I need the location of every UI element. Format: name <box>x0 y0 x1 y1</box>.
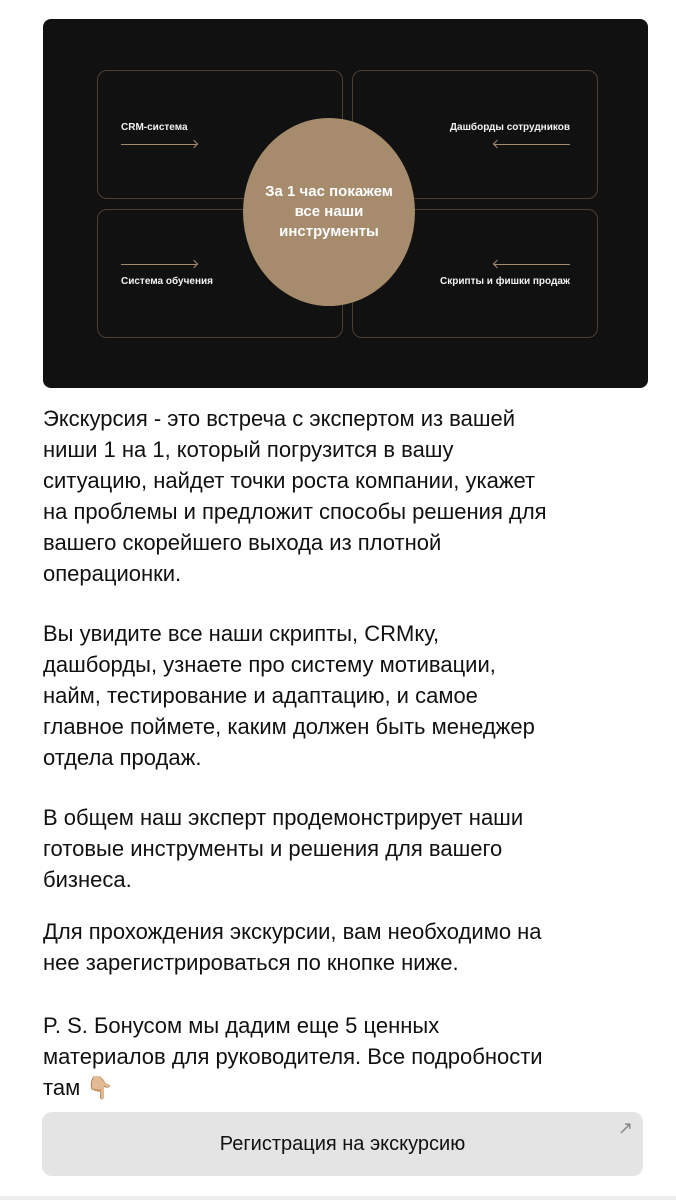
text-line: на проблемы и предложит способы решения для <box>43 499 547 524</box>
text-line: материалов для руководителя. Все подробности <box>43 1044 543 1069</box>
paragraph-1 <box>43 403 663 589</box>
text-line: ситуацию, найдет точки роста компании, укажет <box>43 468 536 493</box>
text-line: операционки. <box>43 561 182 586</box>
text-line: бизнеса. <box>43 867 132 892</box>
text-line: там 👇🏼 <box>43 1075 114 1100</box>
text-line: главное поймете, каким должен быть менеджер <box>43 714 535 739</box>
banner-label-crm: CRM-система <box>121 122 188 133</box>
text-line: Для прохождения экскурсии, вам необходимо на <box>43 919 542 944</box>
banner-center-text: За 1 час покажем все наши инструменты <box>265 183 393 240</box>
banner-label-training: Система обучения <box>121 276 213 287</box>
text-line: вашего скорейшего выхода из плотной <box>43 530 442 555</box>
text-line: В общем наш эксперт продемонстрирует наши <box>43 805 524 830</box>
register-button-label: Регистрация на экскурсию <box>219 1132 466 1155</box>
external-link-arrow-icon: ↗ <box>617 1118 633 1138</box>
text-line: Вы увидите все наши скрипты, CRMку, <box>43 621 440 646</box>
text-line: отдела продаж. <box>43 745 202 770</box>
text-line: P. S. Бонусом мы дадим еще 5 ценных <box>43 1013 440 1038</box>
text-line: Экскурсия - это встреча с экспертом из вашей <box>43 406 516 431</box>
arrow-right-icon <box>121 144 197 145</box>
arrow-right-icon <box>121 264 197 265</box>
text-line: готовые инструменты и решения для вашего <box>43 836 503 861</box>
bottom-divider <box>0 1196 676 1200</box>
banner-image <box>43 19 648 388</box>
paragraph-4 <box>43 916 663 978</box>
banner-label-dashboards: Дашборды сотрудников <box>449 122 570 133</box>
text-line: ниши 1 на 1, который погрузится в вашу <box>43 437 454 462</box>
text-line: найм, тестирование и адаптацию, и самое <box>43 683 478 708</box>
register-button[interactable] <box>42 1112 643 1176</box>
banner-center-circle <box>243 118 415 306</box>
text-line: дашборды, узнаете про систему мотивации, <box>43 652 496 677</box>
paragraph-3 <box>43 802 663 895</box>
arrow-left-icon <box>494 264 570 265</box>
paragraph-5 <box>43 1010 663 1103</box>
text-line: нее зарегистрироваться по кнопке ниже. <box>43 950 459 975</box>
banner-label-scripts: Скрипты и фишки продаж <box>440 276 570 287</box>
arrow-left-icon <box>494 144 570 145</box>
paragraph-2 <box>43 618 663 773</box>
